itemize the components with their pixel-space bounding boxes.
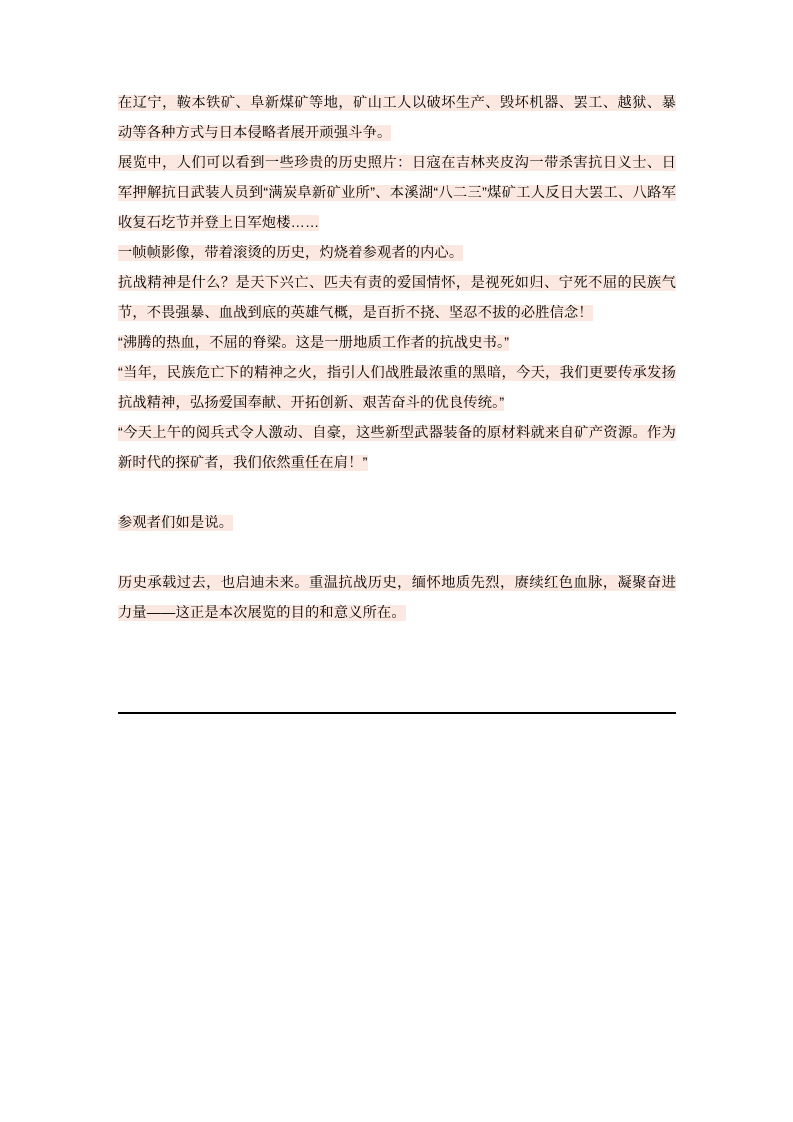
paragraph-3-text: 一帧帧影像，带着滚烫的历史，灼烧着参观者的内心。 (118, 245, 464, 261)
paragraph-5 (118, 328, 676, 358)
paragraph-4-text: 抗战精神是什么？是天下兴亡、匹夫有责的爱国情怀，是视死如归、宁死不屈的民族气节，不畏强暴、血战到底的英雄气概，是百折不挠、坚忍不拔的必胜信念！ (118, 275, 676, 321)
paragraph-6-text: “当年，民族危亡下的精神之火，指引人们战胜最浓重的黑暗，今天，我们更要传承发扬抗战精神，弘扬爱国奉献、开拓创新、艰苦奋斗的优良传统。” (118, 365, 676, 411)
paragraph-1 (118, 88, 676, 148)
horizontal-divider (118, 712, 676, 714)
paragraph-3 (118, 238, 676, 268)
paragraph-9 (118, 568, 676, 628)
paragraph-spacer-1 (118, 478, 676, 508)
paragraph-8-text: 参观者们如是说。 (118, 515, 234, 531)
paragraph-2 (118, 148, 676, 238)
paragraph-7-text: “今天上午的阅兵式令人激动、自豪，这些新型武器装备的原材料就来自矿产资源。作为新时代的探矿者，我们依然重任在肩！” (118, 425, 676, 471)
paragraph-4 (118, 268, 676, 328)
paragraph-6 (118, 358, 676, 418)
paragraph-5-text: “沸腾的热血，不屈的脊梁。这是一册地质工作者的抗战史书。” (118, 335, 510, 351)
paragraph-9-text: 历史承载过去，也启迪未来。重温抗战历史，缅怀地质先烈，赓续红色血脉，凝聚奋进力量——这正是本次展览的目的和意义所在。 (118, 575, 676, 621)
paragraph-8 (118, 508, 676, 538)
paragraph-1-text: 在辽宁，鞍本铁矿、阜新煤矿等地，矿山工人以破坏生产、毁坏机器、罢工、越狱、暴动等各种方式与日本侵略者展开顽强斗争。 (118, 95, 676, 141)
paragraph-2-text: 展览中，人们可以看到一些珍贵的历史照片：日寇在吉林夹皮沟一带杀害抗日义士、日军押解抗日武装人员到“满炭阜新矿业所”、本溪湖“八二三”煤矿工人反日大罢工、八路军收复石圪节并登上日军炮楼…… (118, 155, 676, 231)
paragraph-spacer-2 (118, 538, 676, 568)
document-body (118, 88, 676, 628)
paragraph-7 (118, 418, 676, 478)
